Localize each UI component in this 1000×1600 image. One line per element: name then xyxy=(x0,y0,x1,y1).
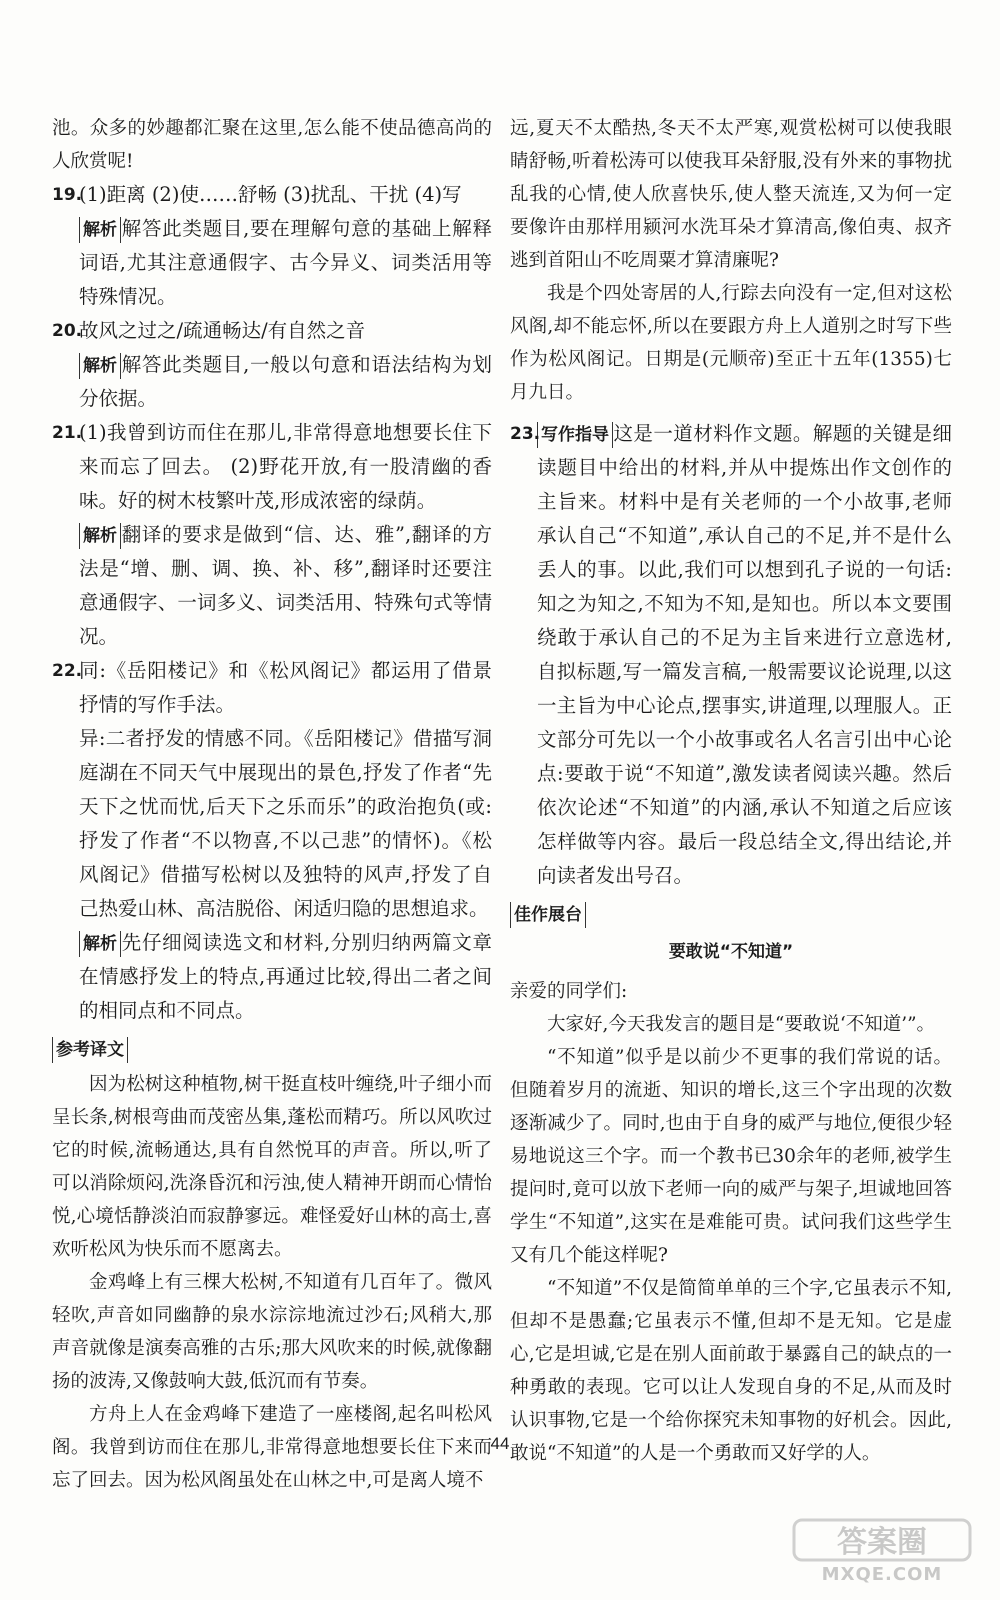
question-number: 23. xyxy=(510,424,541,444)
answer-same: 同:《岳阳楼记》和《松风阁记》都运用了借景抒情的写作手法。 xyxy=(79,659,492,716)
writing-guide-text: 这是一道材料作文题。解题的关键是细读题目中给出的材料,并从中提炼出作文创作的主旨来。材料中是有关老师的一个小故事,老师承认自己“不知道”,承认自己的不足,并不是什么丢人的事。以此,我们可以想到孔子说的一句话:知之为知之,不知为不知,是知也。所以本文要围绕敢于承认自己的不足为主旨来进行立意选材,自拟标题,写一篇发言稿,一般需要议论说理,以这一主旨为中心论点,摆事实,讲道理,以理服人。正文部分可先以一个小故事或名人名言引出中心论点:要敢于说“不知道”,激发读者阅读兴趣。然后依次论述“不知道”的内涵,承认不知道之后应该怎样做等内容。最后一段总结全文,得出结论,并向读者发出号召。 xyxy=(537,422,952,887)
essay-paragraph: 大家好,今天我发言的题目是“要敢说‘不知道’”。 xyxy=(547,1014,936,1035)
watermark-logo-icon xyxy=(786,1516,976,1586)
writing-guide-tag: 写作指导 xyxy=(537,422,613,448)
question-19 xyxy=(52,178,492,314)
analysis-tag: 解析 xyxy=(79,353,121,379)
translation-paragraph: 因为松树这种植物,树干挺直枝叶缠绕,叶子细小而呈长条,树根弯曲而茂密丛集,蓬松而精巧。所以风吹过它的时候,流畅通达,具有自然悦耳的声音。所以,听了可以消除烦闷,洗涤昏沉和污浊,使人精神开朗而心情怡悦,心境恬静淡泊而寂静寥远。难怪爱好山林的高士,喜欢听松风为快乐而不愿离去。 xyxy=(52,1074,492,1260)
analysis-text: 先仔细阅读选文和材料,分别归纳两篇文章在情感抒发上的特点,再通过比较,得出二者之间的相同点和不同点。 xyxy=(79,931,492,1022)
essay-title: 要敢说“不知道” xyxy=(668,942,794,962)
answer-text: (1)我曾到访而住在那儿,非常得意地想要长住下来而忘了回去。 (2)野花开放,有一股清幽的香味。好的树木枝繁叶茂,形成浓密的绿荫。 xyxy=(79,421,492,512)
reference-translation-continued xyxy=(510,112,952,409)
essay-greeting: 亲爱的同学们: xyxy=(510,981,628,1002)
translation-paragraph: 远,夏天不太酷热,冬天不太严寒,观赏松树可以使我眼睛舒畅,听着松涛可以使我耳朵舒服,没有外来的事物扰乱我的心情,使人欣喜快乐,使人整天流连,又为何一定要像许由那样用颍河水洗耳朵才算清高,像伯夷、叔齐逃到首阳山不吃周粟才算清廉呢? xyxy=(510,118,952,271)
translation-paragraph: 金鸡峰上有三棵大松树,不知道有几百年了。微风轻吹,声音如同幽静的泉水淙淙地流过沙石;风稍大,那声音就像是演奏高雅的古乐;那大风吹来的时候,就像翻扬的波涛,又像鼓响大鼓,低沉而有节奏。 xyxy=(52,1272,492,1392)
watermark-brand: 答案圈 xyxy=(837,1525,927,1560)
analysis-tag: 解析 xyxy=(79,931,121,957)
analysis-text: 解答此类题目,要在理解句意的基础上解释词语,尤其注意通假字、古今异义、词类活用等特殊情况。 xyxy=(79,217,492,308)
watermark-site: MXQE.COM xyxy=(821,1564,943,1585)
question-23 xyxy=(510,417,952,893)
reference-translation-tag: 参考译文 xyxy=(52,1037,128,1063)
analysis-tag: 解析 xyxy=(79,217,121,243)
translation-paragraph: 我是个四处寄居的人,行踪去向没有一定,但对这松风阁,却不能忘怀,所以在要跟方舟上人道别之时写下些作为松风阁记。日期是(元顺帝)至正十五年(1355)七月九日。 xyxy=(510,283,952,403)
question-21 xyxy=(52,416,492,654)
question-20 xyxy=(52,314,492,416)
answer-different: 异:二者抒发的情感不同。《岳阳楼记》借描写洞庭湖在不同天气中展现出的景色,抒发了作者“先天下之忧而忧,后天下之乐而乐”的政治抱负(或:抒发了作者“不以物喜,不以己悲”的情怀)。《松风阁记》借描写松树以及独特的风声,抒发了自己热爱山林、高洁脱俗、闲适归隐的思想追求。 xyxy=(79,727,492,920)
answer-text: 故风之过之/疏通畅达/有自然之音 xyxy=(79,319,366,342)
essay-paragraph: “不知道”似乎是以前少不更事的我们常说的话。但随着岁月的流逝、知识的增长,这三个字出现的次数逐渐减少了。同时,也由于自身的威严与地位,便很少轻易地说这三个字。而一个教书已30余年的老师,被学生提问时,竟可以放下老师一向的威严与架子,坦诚地回答学生“不知道”,这实在是难能可贵。试问我们这些学生又有几个能这样呢? xyxy=(510,1047,952,1266)
translation-paragraph: 方舟上人在金鸡峰下建造了一座楼阁,起名叫松风阁。我曾到访而住在那儿,非常得意地想要长住下来而忘了回去。因为松风阁虽处在山林之中,可是离人境不 xyxy=(52,1404,492,1491)
question-number: 19. xyxy=(52,185,83,205)
featured-essay xyxy=(510,975,952,1470)
analysis-text: 翻译的要求是做到“信、达、雅”,翻译的方法是“增、删、调、换、补、移”,翻译时还要注意通假字、一词多义、词类活用、特殊句式等情况。 xyxy=(79,523,492,648)
answer-text: (1)距离 (2)使……舒畅 (3)扰乱、干扰 (4)写 xyxy=(79,183,462,206)
question-number: 21. xyxy=(52,423,83,443)
question-22 xyxy=(52,654,492,1028)
page-number: 44 xyxy=(490,1434,510,1453)
essay-paragraph: “不知道”不仅是简简单单的三个字,它虽表示不知,但却不是愚蠢;它虽表示不懂,但却不是无知。它是虚心,它是坦诚,它是在别人面前敢于暴露自己的缺点的一种勇敢的表现。它可以让人发现自身的不足,从而及时认识事物,它是一个给你探究未知事物的好机会。因此,敢说“不知道”的人是一个勇敢而又好学的人。 xyxy=(510,1278,952,1464)
analysis-text: 解答此类题目,一般以句意和语法结构为划分依据。 xyxy=(79,353,492,410)
left-column xyxy=(52,112,492,1497)
right-column xyxy=(510,112,952,1470)
translation-ending: 池。众多的妙趣都汇聚在这里,怎么能不使品德高尚的人欣赏呢! xyxy=(52,118,492,172)
featured-essay-tag: 佳作展台 xyxy=(510,902,586,928)
question-number: 20. xyxy=(52,321,83,341)
analysis-tag: 解析 xyxy=(79,523,121,549)
reference-translation xyxy=(52,1068,492,1497)
question-number: 22. xyxy=(52,661,83,681)
